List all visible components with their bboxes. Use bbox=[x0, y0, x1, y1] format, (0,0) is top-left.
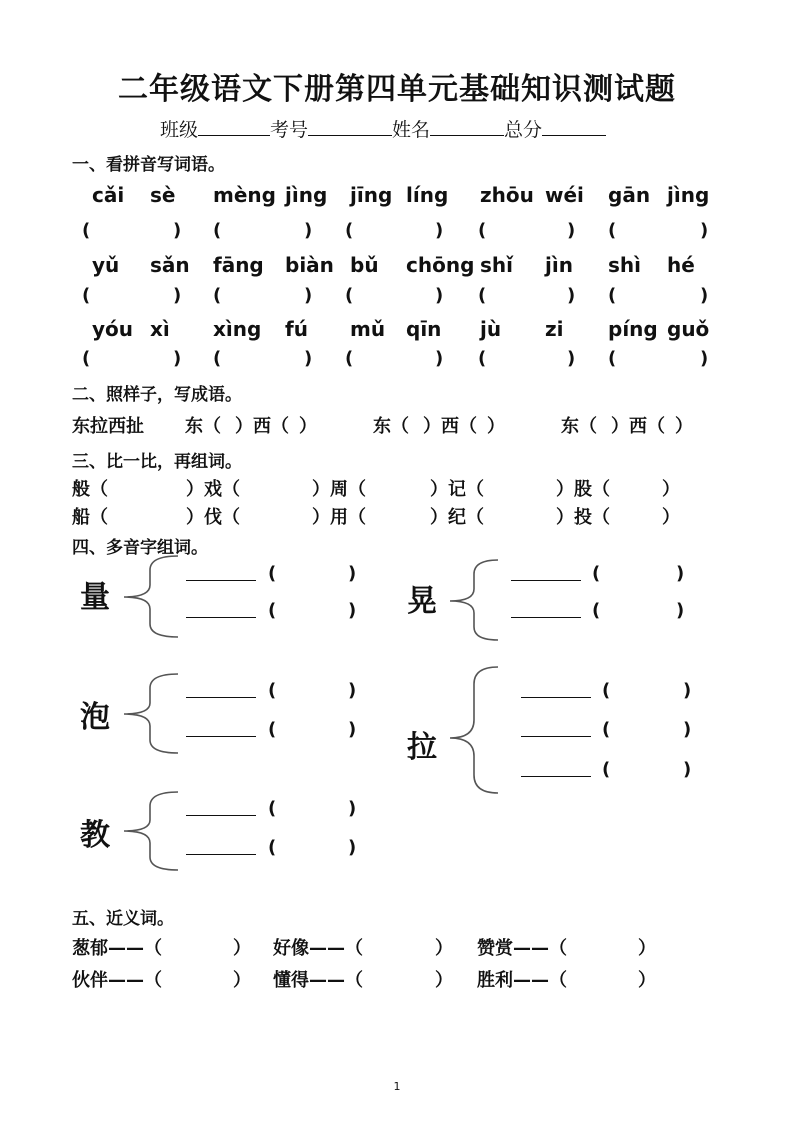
synonym-cell[interactable]: ） bbox=[638, 938, 656, 959]
answer-paren-open[interactable]: ( bbox=[268, 680, 277, 701]
pinyin-syllable: jìng bbox=[285, 183, 328, 207]
answer-paren-open[interactable]: ( bbox=[82, 348, 91, 369]
section3-heading: 三、比一比，再组词。 bbox=[72, 452, 242, 472]
answer-paren-close[interactable]: ) bbox=[567, 220, 576, 241]
answer-paren-close[interactable]: ) bbox=[567, 285, 576, 306]
answer-line[interactable] bbox=[521, 776, 591, 777]
compare-cell[interactable]: ）戏（ bbox=[186, 479, 240, 500]
pinyin-syllable: jù bbox=[480, 317, 502, 341]
page-title: 二年级语文下册第四单元基础知识测试题 bbox=[118, 72, 676, 107]
compare-cell[interactable]: ）股（ bbox=[556, 479, 610, 500]
synonym-cell[interactable]: 伙伴——（ bbox=[72, 970, 162, 991]
brace-pao bbox=[124, 674, 178, 753]
exam-no-label: 考号 bbox=[270, 119, 309, 141]
pinyin-syllable: chōng bbox=[406, 253, 475, 277]
pinyin-syllable: líng bbox=[406, 183, 449, 207]
synonym-cell[interactable]: 胜利——（ bbox=[477, 970, 567, 991]
pinyin-syllable: fāng bbox=[213, 253, 264, 277]
answer-line[interactable] bbox=[186, 617, 256, 618]
compare-cell[interactable]: 船（ bbox=[72, 507, 108, 528]
pinyin-syllable: yóu bbox=[92, 317, 134, 341]
answer-paren-open[interactable]: ( bbox=[602, 719, 611, 740]
answer-paren-close[interactable]: ) bbox=[304, 348, 313, 369]
answer-paren-close[interactable]: ) bbox=[304, 220, 313, 241]
pinyin-syllable: yǔ bbox=[92, 253, 120, 277]
pinyin-syllable: mǔ bbox=[350, 317, 386, 341]
pinyin-syllable: zi bbox=[545, 317, 564, 341]
answer-paren-open[interactable]: ( bbox=[345, 285, 354, 306]
answer-paren-open[interactable]: ( bbox=[268, 563, 277, 584]
synonym-cell[interactable]: 葱郁——（ bbox=[72, 938, 162, 959]
pinyin-syllable: jīng bbox=[350, 183, 393, 207]
pinyin-syllable: shì bbox=[608, 253, 641, 277]
polyphone-char-jiao: 教 bbox=[80, 818, 110, 853]
answer-line[interactable] bbox=[511, 617, 581, 618]
answer-paren-open[interactable]: ( bbox=[213, 348, 222, 369]
answer-paren-close[interactable]: ) bbox=[173, 285, 182, 306]
pinyin-syllable: biàn bbox=[285, 253, 334, 277]
pinyin-syllable: mèng bbox=[213, 183, 276, 207]
answer-paren-open[interactable]: ( bbox=[592, 563, 601, 584]
pinyin-syllable: shǐ bbox=[480, 253, 513, 277]
score-label: 总分 bbox=[504, 119, 543, 141]
answer-paren-open[interactable]: ( bbox=[268, 719, 277, 740]
brace-la bbox=[450, 667, 498, 793]
compare-cell[interactable]: ）用（ bbox=[312, 507, 366, 528]
answer-paren-open[interactable]: ( bbox=[213, 220, 222, 241]
pinyin-syllable: qīn bbox=[406, 317, 442, 341]
answer-paren-open[interactable]: ( bbox=[478, 285, 487, 306]
answer-paren-close[interactable]: ) bbox=[348, 837, 357, 858]
answer-paren-close[interactable]: ) bbox=[683, 719, 692, 740]
answer-paren-close[interactable]: ) bbox=[700, 220, 709, 241]
answer-paren-close[interactable]: ) bbox=[304, 285, 313, 306]
answer-paren-open[interactable]: ( bbox=[608, 220, 617, 241]
answer-paren-close[interactable]: ) bbox=[348, 798, 357, 819]
pinyin-syllable: sǎn bbox=[150, 253, 190, 277]
pinyin-syllable: píng bbox=[608, 317, 658, 341]
section2-heading: 二、照样子，写成语。 bbox=[72, 385, 242, 405]
answer-paren-close[interactable]: ) bbox=[435, 285, 444, 306]
pinyin-syllable: gān bbox=[608, 183, 651, 207]
answer-paren-open[interactable]: ( bbox=[82, 220, 91, 241]
polyphone-char-liang: 量 bbox=[80, 580, 110, 615]
compare-cell[interactable]: ） bbox=[662, 507, 680, 528]
answer-paren-close[interactable]: ) bbox=[676, 600, 685, 621]
synonym-cell[interactable]: ） bbox=[435, 938, 453, 959]
brace-liang bbox=[124, 556, 178, 637]
idiom-item[interactable]: 东（ ）西（ ） bbox=[561, 416, 693, 437]
answer-paren-close[interactable]: ) bbox=[683, 759, 692, 780]
pinyin-syllable: guǒ bbox=[667, 317, 710, 341]
pinyin-syllable: zhōu bbox=[480, 183, 534, 207]
synonym-cell[interactable]: ） bbox=[233, 970, 251, 991]
answer-paren-close[interactable]: ) bbox=[435, 220, 444, 241]
answer-paren-open[interactable]: ( bbox=[592, 600, 601, 621]
answer-paren-open[interactable]: ( bbox=[82, 285, 91, 306]
answer-paren-open[interactable]: ( bbox=[268, 798, 277, 819]
synonym-cell[interactable]: ） bbox=[233, 938, 251, 959]
answer-paren-close[interactable]: ) bbox=[683, 680, 692, 701]
answer-line[interactable] bbox=[186, 736, 256, 737]
pinyin-syllable: bǔ bbox=[350, 253, 379, 277]
pinyin-syllable: hé bbox=[667, 253, 695, 277]
answer-line[interactable] bbox=[186, 697, 256, 698]
section5-heading: 五、近义词。 bbox=[72, 909, 174, 929]
answer-paren-open[interactable]: ( bbox=[608, 285, 617, 306]
answer-paren-close[interactable]: ) bbox=[348, 563, 357, 584]
polyphone-char-la: 拉 bbox=[407, 730, 437, 765]
page-number: 1 bbox=[393, 1080, 401, 1093]
section1-heading: 一、看拼音写词语。 bbox=[72, 155, 225, 175]
answer-paren-open[interactable]: ( bbox=[345, 220, 354, 241]
class-label: 班级 bbox=[160, 119, 199, 141]
compare-cell[interactable]: ）伐（ bbox=[186, 507, 240, 528]
answer-line[interactable] bbox=[511, 580, 581, 581]
answer-paren-open[interactable]: ( bbox=[602, 680, 611, 701]
brace-jiao bbox=[124, 792, 178, 870]
answer-paren-close[interactable]: ) bbox=[435, 348, 444, 369]
section4-heading: 四、多音字组词。 bbox=[72, 538, 208, 558]
answer-paren-close[interactable]: ) bbox=[700, 285, 709, 306]
answer-paren-open[interactable]: ( bbox=[268, 600, 277, 621]
idiom-item[interactable]: 东（ ）西（ ） bbox=[373, 416, 505, 437]
answer-paren-open[interactable]: ( bbox=[602, 759, 611, 780]
synonym-cell[interactable]: 赞赏——（ bbox=[477, 938, 567, 959]
answer-paren-open[interactable]: ( bbox=[478, 220, 487, 241]
synonym-cell[interactable]: ） bbox=[435, 970, 453, 991]
compare-cell[interactable]: 般（ bbox=[72, 479, 108, 500]
pinyin-syllable: wéi bbox=[545, 183, 584, 207]
idiom-item[interactable]: 东（ ）西（ ） bbox=[185, 416, 317, 437]
answer-paren-close[interactable]: ) bbox=[567, 348, 576, 369]
polyphone-char-pao: 泡 bbox=[80, 700, 110, 735]
compare-cell[interactable]: ） bbox=[662, 479, 680, 500]
answer-paren-open[interactable]: ( bbox=[608, 348, 617, 369]
answer-paren-close[interactable]: ) bbox=[676, 563, 685, 584]
answer-line[interactable] bbox=[521, 736, 591, 737]
idiom-example: 东拉西扯 bbox=[72, 416, 144, 437]
compare-cell[interactable]: ）记（ bbox=[430, 479, 484, 500]
answer-paren-close[interactable]: ) bbox=[348, 719, 357, 740]
answer-paren-close[interactable]: ) bbox=[348, 680, 357, 701]
answer-paren-close[interactable]: ) bbox=[173, 220, 182, 241]
pinyin-syllable: xì bbox=[150, 317, 170, 341]
answer-paren-close[interactable]: ) bbox=[173, 348, 182, 369]
pinyin-syllable: fú bbox=[285, 317, 308, 341]
answer-paren-close[interactable]: ) bbox=[700, 348, 709, 369]
answer-line[interactable] bbox=[186, 815, 256, 816]
synonym-cell[interactable]: ） bbox=[638, 970, 656, 991]
polyphone-char-huang: 晃 bbox=[407, 584, 437, 619]
answer-paren-open[interactable]: ( bbox=[478, 348, 487, 369]
synonym-cell[interactable]: 懂得——（ bbox=[273, 970, 363, 991]
compare-cell[interactable]: ）周（ bbox=[312, 479, 366, 500]
compare-cell[interactable]: ）投（ bbox=[556, 507, 610, 528]
synonym-cell[interactable]: 好像——（ bbox=[273, 938, 363, 959]
answer-paren-open[interactable]: ( bbox=[268, 837, 277, 858]
brace-huang bbox=[450, 560, 498, 640]
compare-cell[interactable]: ）纪（ bbox=[430, 507, 484, 528]
answer-paren-open[interactable]: ( bbox=[213, 285, 222, 306]
answer-line[interactable] bbox=[186, 580, 256, 581]
pinyin-syllable: jìng bbox=[667, 183, 710, 207]
pinyin-syllable: jìn bbox=[545, 253, 573, 277]
pinyin-syllable: xìng bbox=[213, 317, 262, 341]
pinyin-syllable: sè bbox=[150, 183, 176, 207]
answer-line[interactable] bbox=[186, 854, 256, 855]
pinyin-syllable: cǎi bbox=[92, 183, 125, 207]
answer-paren-open[interactable]: ( bbox=[345, 348, 354, 369]
answer-line[interactable] bbox=[521, 697, 591, 698]
name-label: 姓名 bbox=[392, 119, 431, 141]
answer-paren-close[interactable]: ) bbox=[348, 600, 357, 621]
